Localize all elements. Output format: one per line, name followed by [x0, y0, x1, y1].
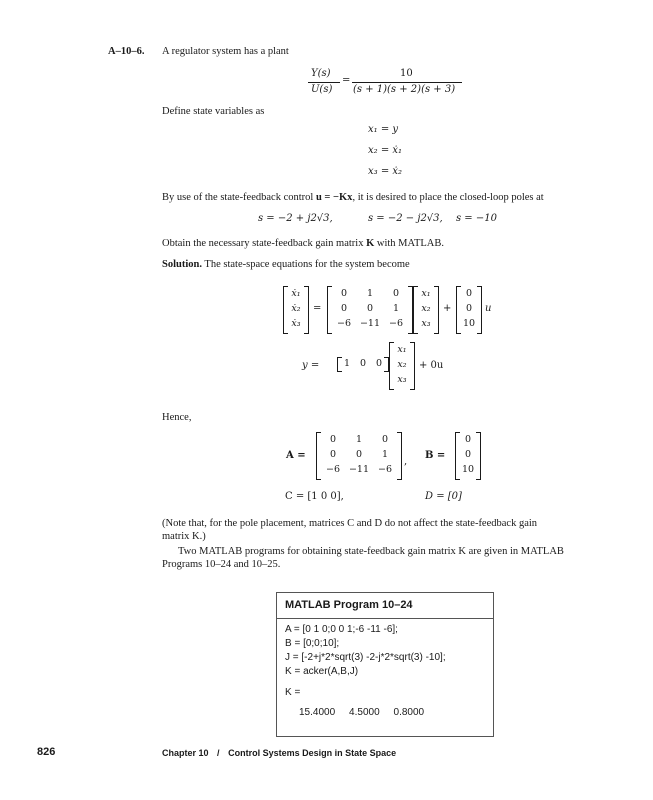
define-text: Define state variables as — [162, 106, 265, 117]
control-text-1: By use of the state-feedback control — [162, 192, 316, 203]
footer-chapter: Chapter 10 — [162, 748, 209, 758]
A-cell: −6 — [325, 464, 340, 475]
A-cell: 0 — [340, 303, 348, 314]
tf-lhs-numerator: Y(s) — [311, 68, 331, 79]
A-cell: −6 — [336, 318, 351, 329]
obtain-sentence — [162, 237, 444, 250]
A-cell: 1 — [392, 303, 400, 314]
x-1: x₁ — [397, 344, 407, 355]
code-line-1: A = [0 1 0;0 0 1;-6 -11 -6]; — [285, 624, 398, 635]
A-cell: 1 — [366, 288, 374, 299]
x-vector-output — [389, 342, 415, 390]
C-row-eq — [337, 357, 389, 372]
state-def-1: x₁ = y — [368, 124, 399, 135]
xdot-3: ẋ₃ — [291, 318, 301, 329]
D-equation: D = [0] — [425, 491, 462, 502]
state-eq-equals: = — [313, 303, 322, 314]
y-lhs: y = — [302, 360, 320, 371]
A-cell: 0 — [340, 288, 348, 299]
problem-intro: A regulator system has a plant — [162, 46, 289, 57]
B-matrix — [455, 432, 481, 480]
B-cell: 0 — [464, 449, 472, 460]
x-2: x₂ — [421, 303, 431, 314]
output-values: 15.4000 4.5000 0.8000 — [299, 707, 425, 718]
A-cell: −6 — [377, 464, 392, 475]
C-cell: 0 — [359, 358, 367, 369]
solution-line — [162, 258, 410, 271]
control-sentence — [162, 191, 544, 204]
B-vector-eq — [456, 286, 482, 334]
two-progs-line-2: Programs 10–24 and 10–25. — [162, 559, 281, 570]
A-label: A = — [286, 450, 306, 461]
A-cell: 0 — [381, 434, 389, 445]
tf-rhs-denominator: (s + 1)(s + 2)(s + 3) — [353, 84, 456, 95]
A-cell: −11 — [359, 318, 381, 329]
C-cell: 1 — [343, 358, 351, 369]
code-line-4: K = acker(A,B,J) — [285, 666, 359, 677]
A-comma: , — [404, 456, 408, 467]
B-cell: 10 — [462, 318, 476, 329]
matlab-program-box — [276, 592, 494, 737]
u-symbol: u — [485, 303, 492, 314]
B-cell: 0 — [465, 303, 473, 314]
x-3: x₃ — [397, 374, 407, 385]
A-cell: 0 — [355, 449, 363, 460]
footer-chapter-title: Control Systems Design in State Space — [228, 748, 397, 758]
matlab-program-title-bar — [277, 593, 493, 619]
A-matrix-eq — [327, 286, 413, 334]
note-line-2: matrix K.) — [162, 531, 206, 542]
A-cell: −6 — [388, 318, 403, 329]
A-matrix — [316, 432, 402, 480]
A-cell: 0 — [366, 303, 374, 314]
obtain-K: K — [366, 238, 375, 249]
output-label: K = — [285, 687, 301, 698]
B-cell: 0 — [464, 434, 472, 445]
code-line-3: J = [-2+j*2*sqrt(3) -2-j*2*sqrt(3) -10]; — [285, 652, 446, 663]
xdot-vector — [283, 286, 309, 334]
A-cell: −11 — [348, 464, 370, 475]
solution-label: Solution. — [162, 259, 202, 270]
y-tail: + 0u — [419, 360, 444, 371]
A-cell: 0 — [329, 449, 337, 460]
B-label: B = — [425, 450, 446, 461]
two-progs-line-1: Two MATLAB programs for obtaining state-feedback gain matrix K are given in MATLAB — [178, 546, 564, 557]
control-text-2: , it is desired to place the closed-loop poles at — [352, 192, 544, 203]
tf-lhs-bar — [308, 82, 340, 83]
B-cell: 10 — [461, 464, 475, 475]
C-cell: 0 — [375, 358, 383, 369]
state-eq-plus: + — [443, 303, 452, 314]
xdot-1: ẋ₁ — [291, 288, 301, 299]
hence-text: Hence, — [162, 412, 192, 423]
B-cell: 0 — [465, 288, 473, 299]
x-2: x₂ — [397, 359, 407, 370]
A-cell: 0 — [392, 288, 400, 299]
pole-2: s = −2 − j2√3, — [368, 213, 443, 224]
x-3: x₃ — [421, 318, 431, 329]
running-footer — [162, 748, 396, 758]
tf-rhs-numerator: 10 — [400, 68, 413, 79]
state-def-2: x₂ = ẋ₁ — [368, 145, 403, 156]
tf-lhs-denominator: U(s) — [311, 84, 333, 95]
state-def-3: x₃ = ẋ₂ — [368, 166, 403, 177]
x-1: x₁ — [421, 288, 431, 299]
A-cell: 1 — [355, 434, 363, 445]
C-equation: C = [1 0 0], — [285, 491, 344, 502]
matlab-program-title: MATLAB Program 10–24 — [285, 599, 413, 611]
footer-separator: / — [217, 748, 220, 758]
solution-text: The state-space equations for the system become — [204, 259, 410, 270]
transfer-function — [305, 66, 465, 100]
A-cell: 0 — [329, 434, 337, 445]
page-number: 826 — [37, 746, 56, 758]
x-vector-eq — [413, 286, 439, 334]
tf-equals: = — [342, 75, 351, 86]
code-line-2: B = [0;0;10]; — [285, 638, 340, 649]
xdot-2: ẋ₂ — [291, 303, 301, 314]
pole-1: s = −2 + j2√3, — [258, 213, 333, 224]
control-law: u = −Kx — [315, 192, 353, 203]
tf-rhs-bar — [352, 82, 462, 83]
obtain-text-2: with MATLAB. — [374, 238, 444, 249]
A-cell: 1 — [381, 449, 389, 460]
pole-3: s = −10 — [456, 213, 497, 224]
note-line-1: (Note that, for the pole placement, matrices C and D do not affect the state-feedback gain — [162, 518, 538, 529]
obtain-text-1: Obtain the necessary state-feedback gain matrix — [162, 238, 367, 249]
problem-number: A–10–6. — [108, 46, 145, 57]
